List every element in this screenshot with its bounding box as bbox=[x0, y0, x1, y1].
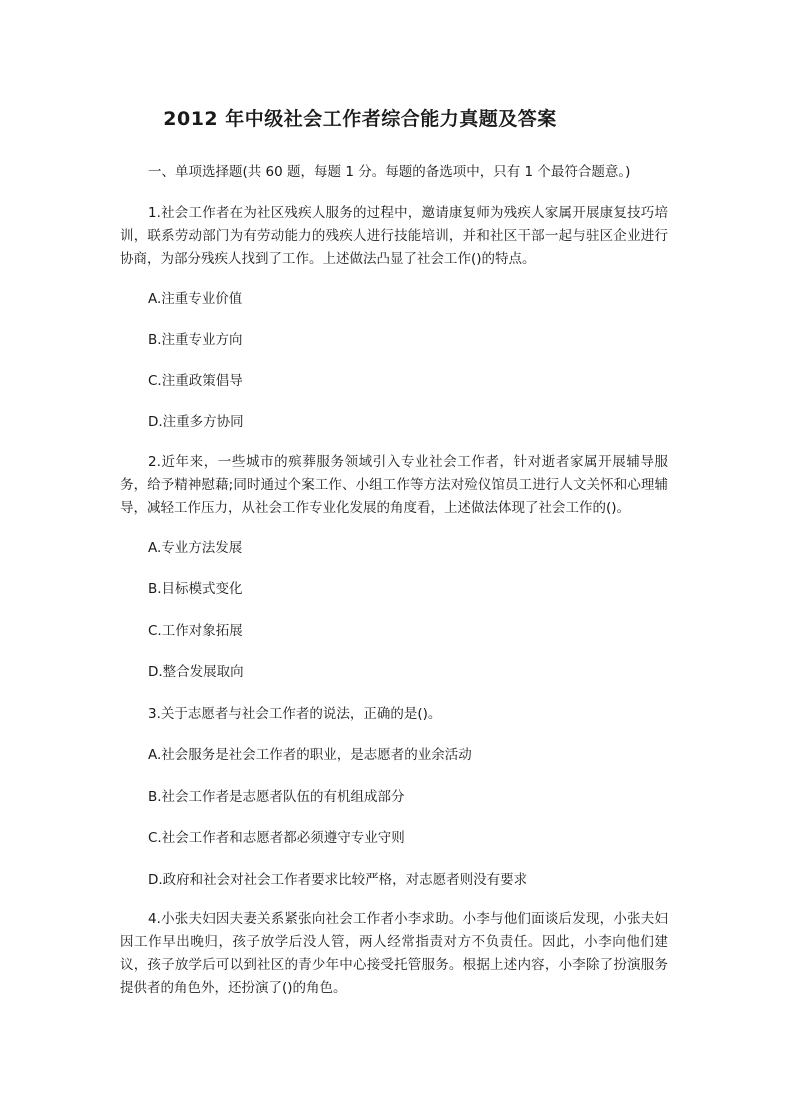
option-a: A.专业方法发展 bbox=[148, 540, 243, 556]
section-intro: 一、单项选择题(共 60 题，每题 1 分。每题的备选项中，只有 1 个最符合题意。) bbox=[148, 164, 631, 180]
option-d: D.整合发展取向 bbox=[148, 664, 244, 680]
document-title: 2012 年中级社会工作者综合能力真题及答案 bbox=[163, 108, 557, 130]
question-stem: 4.小张夫妇因夫妻关系紧张向社会工作者小李求助。小李与他们面谈后发现，小张夫妇因工作早出晚归，孩子放学后没人管，两人经常指责对方不负责任。因此，小李向他们建议，孩子放学后可以到社区的青少年中心接受托管服务。根据上述内容，小李除了扮演服务提供者的角色外，还扮演了()的角色。 bbox=[120, 911, 668, 996]
option-c: C.工作对象拓展 bbox=[148, 623, 243, 639]
option-d: D.注重多方协同 bbox=[148, 414, 244, 430]
question-stem: 1.社会工作者在为社区残疾人服务的过程中，邀请康复师为残疾人家属开展康复技巧培训，联系劳动部门为有劳动能力的残疾人进行技能培训，并和社区干部一起与驻区企业进行协商，为部分残疾人找到了工作。上述做法凸显了社会工作()的特点。 bbox=[120, 205, 668, 267]
question-stem: 2.近年来，一些城市的殡葬服务领域引入专业社会工作者，针对逝者家属开展辅导服务，给予精神慰藉;同时通过个案工作、小组工作等方法对殓仪馆员工进行人文关怀和心理辅导，减轻工作压力，从社会工作专业化发展的角度看，上述做法体现了社会工作的()。 bbox=[120, 454, 668, 516]
question-2 bbox=[120, 451, 668, 520]
option-a: A.社会服务是社会工作者的职业，是志愿者的业余活动 bbox=[148, 747, 472, 763]
question-4 bbox=[120, 908, 668, 1000]
option-a: A.注重专业价值 bbox=[148, 291, 243, 307]
question-1 bbox=[120, 202, 668, 271]
option-b: B.社会工作者是志愿者队伍的有机组成部分 bbox=[148, 789, 405, 805]
option-d: D.政府和社会对社会工作者要求比较严格，对志愿者则没有要求 bbox=[148, 872, 528, 888]
option-b: B.目标模式变化 bbox=[148, 581, 243, 597]
option-c: C.社会工作者和志愿者都必须遵守专业守则 bbox=[148, 830, 405, 846]
question-3-stem: 3.关于志愿者与社会工作者的说法，正确的是()。 bbox=[148, 706, 442, 722]
option-c: C.注重政策倡导 bbox=[148, 373, 243, 389]
option-b: B.注重专业方向 bbox=[148, 332, 243, 348]
